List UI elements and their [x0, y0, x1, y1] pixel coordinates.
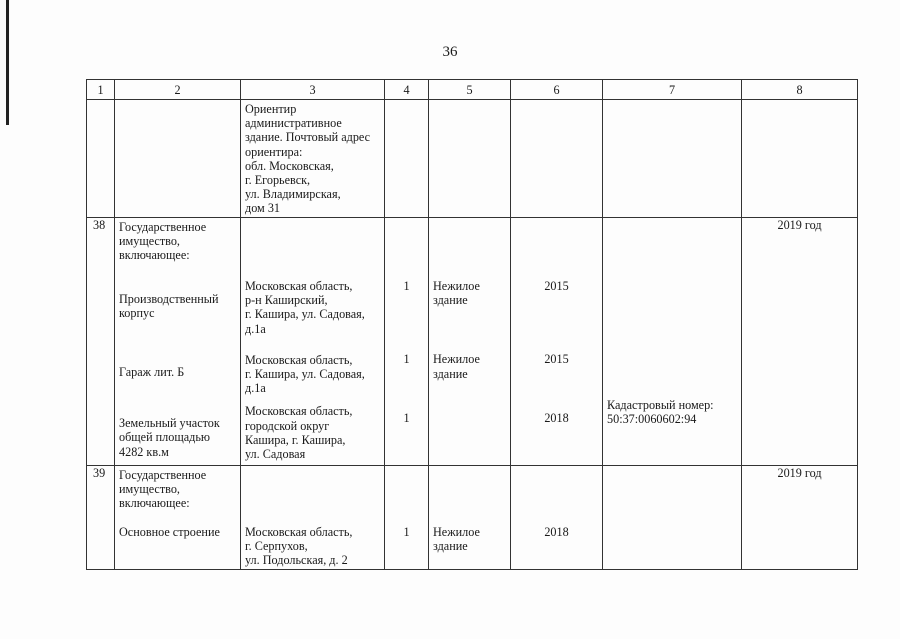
- address-line: г. Серпухов,: [245, 539, 308, 554]
- item-name-cell: [115, 218, 241, 466]
- address-line: дом 31: [245, 201, 281, 216]
- year-built-cell: [511, 218, 603, 466]
- type-line: здание: [433, 293, 468, 308]
- note-line: 50:37:0060602:94: [607, 412, 697, 427]
- address-line: Московская область,: [245, 404, 353, 419]
- item-name-cell: [115, 466, 241, 570]
- note-line: Кадастровый номер:: [607, 398, 714, 412]
- item-name-line: Основное строение: [119, 524, 220, 539]
- item-name-line: общей площадью: [119, 430, 211, 445]
- address-line: Кашира, г. Кашира,: [245, 432, 346, 447]
- address-line: д.1а: [245, 321, 266, 336]
- header-col-4: 4: [385, 80, 429, 100]
- quantity-value: 1: [403, 279, 410, 293]
- year-value: 2015: [544, 352, 569, 367]
- address-line: Московская область,: [245, 279, 353, 293]
- address-cell: [241, 466, 385, 570]
- type-cell: [429, 218, 511, 466]
- year-value: 2018: [544, 525, 569, 539]
- header-col-3: 3: [241, 80, 385, 100]
- address-line: г. Егорьевск,: [245, 173, 311, 188]
- continuation-address-cell: [241, 100, 385, 218]
- header-col-6: 6: [511, 80, 603, 100]
- quantity-value: 1: [403, 352, 410, 367]
- address-line: Ориентир: [245, 102, 297, 116]
- header-row: [87, 80, 858, 100]
- quantity-value: 1: [403, 525, 410, 539]
- address-line: Московская область,: [245, 525, 353, 539]
- note-cell: [603, 218, 742, 466]
- item-name-line: 4282 кв.м: [119, 444, 169, 459]
- table-row-38: [87, 218, 858, 466]
- table-row-39: [87, 466, 858, 570]
- header-col-8: 8: [742, 80, 858, 100]
- note-cell: [603, 466, 742, 570]
- quantity-cell: [385, 466, 429, 570]
- privatization-year-cell: 2019 год: [742, 466, 858, 570]
- address-line: здание. Почтовый адрес: [245, 130, 371, 145]
- binder-margin-line: [6, 0, 9, 125]
- item-name-line: корпус: [119, 305, 155, 320]
- privatization-year-cell: 2019 год: [742, 218, 858, 466]
- header-col-7: 7: [603, 80, 742, 100]
- group-title-line: включающее:: [119, 496, 190, 511]
- header-col-5: 5: [429, 80, 511, 100]
- address-line: обл. Московская,: [245, 158, 334, 173]
- type-line: Нежилое: [433, 352, 480, 367]
- address-line: ориентира:: [245, 144, 303, 159]
- item-name-line: Земельный участок: [119, 416, 220, 431]
- year-value: 2015: [544, 279, 569, 293]
- address-cell: [241, 218, 385, 466]
- header-col-2: 2: [115, 80, 241, 100]
- group-title-line: Государственное: [119, 468, 207, 482]
- item-name-line: Гараж лит. Б: [119, 365, 185, 380]
- address-line: д.1а: [245, 381, 266, 396]
- address-line: административное: [245, 116, 342, 131]
- year-built-cell: [511, 466, 603, 570]
- type-line: здание: [433, 366, 468, 381]
- row-number: 39: [87, 466, 115, 570]
- address-line: г. Кашира, ул. Садовая,: [245, 307, 365, 322]
- type-cell: [429, 466, 511, 570]
- type-line: Нежилое: [433, 279, 480, 293]
- address-line: городской округ: [245, 418, 330, 433]
- address-line: р-н Каширский,: [245, 293, 328, 308]
- address-line: ул. Владимирская,: [245, 187, 341, 202]
- type-line: здание: [433, 539, 468, 554]
- type-line: Нежилое: [433, 525, 480, 539]
- continuation-row: [87, 100, 858, 218]
- quantity-value: 1: [403, 411, 410, 426]
- group-title-line: имущество,: [119, 482, 180, 497]
- address-line: г. Кашира, ул. Садовая,: [245, 367, 365, 382]
- header-col-1: 1: [87, 80, 115, 100]
- property-table: [86, 79, 858, 570]
- page-number: 36: [442, 44, 458, 60]
- quantity-cell: [385, 218, 429, 466]
- item-name-line: Производственный: [119, 291, 219, 306]
- group-title-line: включающее:: [119, 248, 190, 263]
- address-line: Московская область,: [245, 352, 353, 367]
- year-value: 2018: [544, 411, 569, 426]
- group-title-line: имущество,: [119, 234, 180, 249]
- group-title-line: Государственное: [119, 220, 207, 234]
- address-line: ул. Подольская, д. 2: [245, 553, 348, 568]
- address-line: ул. Садовая: [245, 447, 306, 462]
- row-number: 38: [87, 218, 115, 466]
